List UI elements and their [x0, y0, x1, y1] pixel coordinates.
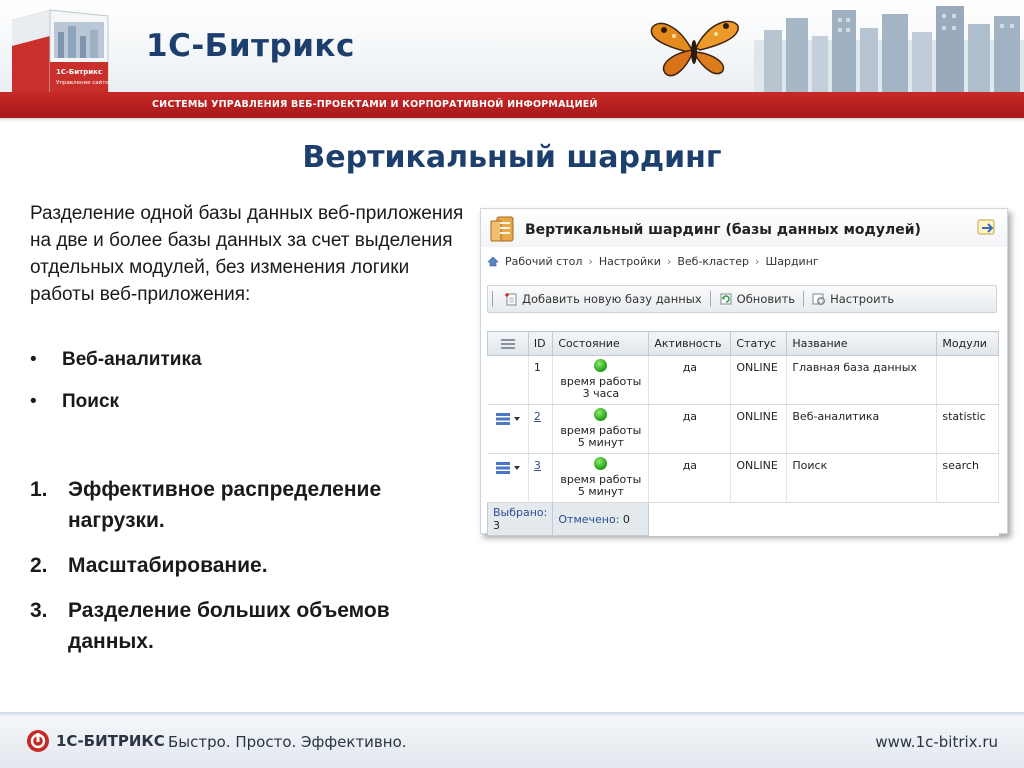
- footer-website-link[interactable]: www.1c-bitrix.ru: [875, 733, 998, 751]
- settings-gear-icon: [812, 292, 826, 306]
- add-document-icon: [504, 292, 518, 306]
- refresh-icon: [719, 292, 733, 306]
- column-header-state[interactable]: Состояние: [553, 332, 649, 356]
- row-activity: да: [649, 356, 731, 405]
- selected-count: Выбрано: 3: [488, 503, 553, 536]
- add-database-button[interactable]: [498, 288, 708, 310]
- breadcrumb-separator: ›: [755, 255, 760, 268]
- status-online-icon: [594, 408, 607, 421]
- status-online-icon: [594, 359, 607, 372]
- refresh-label: Обновить: [736, 292, 796, 306]
- add-database-label: Добавить новую базу данных: [522, 292, 702, 306]
- bullet-item: • Веб-аналитика: [30, 349, 202, 370]
- refresh-button[interactable]: [713, 288, 801, 310]
- column-header-modules[interactable]: Модули: [937, 332, 999, 356]
- numbered-item: 2. Масштабирование.: [30, 554, 268, 577]
- column-header-id[interactable]: ID: [528, 332, 553, 356]
- breadcrumb-item-web-cluster[interactable]: Веб-кластер: [677, 255, 750, 268]
- row-state: время работы 5 минут: [553, 454, 649, 503]
- toolbar-separator: [803, 291, 804, 307]
- numbered-item: 1. Эффективное распределение нагрузки.: [30, 478, 382, 532]
- column-header-activity[interactable]: Активность: [649, 332, 731, 356]
- row-activity: да: [649, 454, 731, 503]
- row-modules: search: [937, 454, 999, 503]
- row-actions-cell: [488, 454, 529, 503]
- slide-title: Вертикальный шардинг: [302, 140, 722, 175]
- row-name: Веб-аналитика: [787, 405, 937, 454]
- breadcrumb-item-desktop[interactable]: Рабочий стол: [505, 255, 583, 268]
- row-name: Поиск: [787, 454, 937, 503]
- column-header-status[interactable]: Статус: [731, 332, 787, 356]
- table-row[interactable]: [488, 405, 999, 454]
- row-id-link[interactable]: 2: [533, 410, 541, 423]
- row-name: Главная база данных: [787, 356, 937, 405]
- header-tagline: СИСТЕМЫ УПРАВЛЕНИЯ ВЕБ-ПРОЕКТАМИ И КОРПОРАТИВНОЙ ИНФОРМАЦИЕЙ: [152, 99, 598, 110]
- intro-paragraph: Разделение одной базы данных веб-приложения на две и более базы данных за счет выделения отдельных модулей, без изменения логики работы веб-приложения:: [30, 203, 464, 305]
- row-modules: statistic: [937, 405, 999, 454]
- bullet-list: [30, 346, 460, 430]
- row-modules: [937, 356, 999, 405]
- chevron-down-icon: [514, 417, 520, 421]
- svg-text:1С-Битрикс: 1С-Битрикс: [56, 68, 103, 76]
- table-row[interactable]: [488, 356, 999, 405]
- status-online-icon: [594, 457, 607, 470]
- chevron-down-icon: [514, 466, 520, 470]
- column-header-name[interactable]: Название: [787, 332, 937, 356]
- row-id-link[interactable]: 3: [533, 459, 541, 472]
- configure-button[interactable]: [806, 288, 900, 310]
- row-state: время работы 3 часа: [553, 356, 649, 405]
- help-icon[interactable]: [977, 219, 997, 237]
- home-icon[interactable]: [487, 256, 499, 267]
- row-id: [528, 405, 553, 454]
- bitrix-logo-icon: [26, 729, 50, 753]
- shards-table: [487, 331, 999, 536]
- toolbar-separator: [710, 291, 711, 307]
- bullet-item: • Поиск: [30, 391, 120, 412]
- breadcrumb-separator: ›: [666, 255, 672, 268]
- table-footer-row: [488, 503, 999, 536]
- footer-filler: [649, 503, 999, 536]
- footer-tagline: Быстро. Просто. Эффективно.: [168, 733, 407, 751]
- database-server-icon: [489, 215, 515, 243]
- breadcrumb: [487, 255, 819, 268]
- breadcrumb-separator: ›: [588, 255, 593, 268]
- table-header-row: [488, 332, 999, 356]
- configure-label: Настроить: [830, 292, 895, 306]
- row-activity: да: [649, 405, 731, 454]
- column-header-actions[interactable]: [488, 332, 529, 356]
- svg-text:Управление сайтом: Управление сайтом: [56, 80, 113, 86]
- row-menu-icon: [495, 412, 511, 426]
- numbered-item: 3. Разделение больших объемов данных.: [30, 599, 390, 653]
- breadcrumb-item-sharding: Шардинг: [765, 255, 819, 268]
- row-id: [528, 454, 553, 503]
- row-actions-cell: [488, 356, 529, 405]
- product-box-image: [6, 6, 114, 92]
- row-actions-cell: [488, 405, 529, 454]
- row-id: 1: [528, 356, 553, 405]
- header-banner: [0, 0, 1024, 92]
- row-actions-menu-button[interactable]: [495, 461, 520, 475]
- row-state: время работы 5 минут: [553, 405, 649, 454]
- header-shadow: [0, 118, 1024, 122]
- row-status: ONLINE: [731, 356, 787, 405]
- footer-brand: 1С-БИТРИКС: [56, 732, 165, 750]
- checked-count: Отмечено: 0: [553, 503, 649, 536]
- row-status: ONLINE: [731, 405, 787, 454]
- table-row[interactable]: [488, 454, 999, 503]
- panel-toolbar: [487, 285, 997, 313]
- row-menu-icon: [495, 461, 511, 475]
- row-status: ONLINE: [731, 454, 787, 503]
- breadcrumb-item-settings[interactable]: Настройки: [598, 255, 661, 268]
- list-settings-icon: [500, 337, 516, 351]
- row-actions-menu-button[interactable]: [495, 412, 520, 426]
- butterfly-image: [648, 14, 740, 82]
- city-skyline-image: [754, 0, 1024, 92]
- brand-logo-text: 1С-Битрикс: [146, 28, 355, 64]
- numbered-list: [30, 474, 470, 671]
- panel-header: [481, 209, 1007, 247]
- panel-title: Вертикальный шардинг (базы данных модулей): [525, 222, 921, 238]
- sharding-admin-panel: [480, 208, 1008, 534]
